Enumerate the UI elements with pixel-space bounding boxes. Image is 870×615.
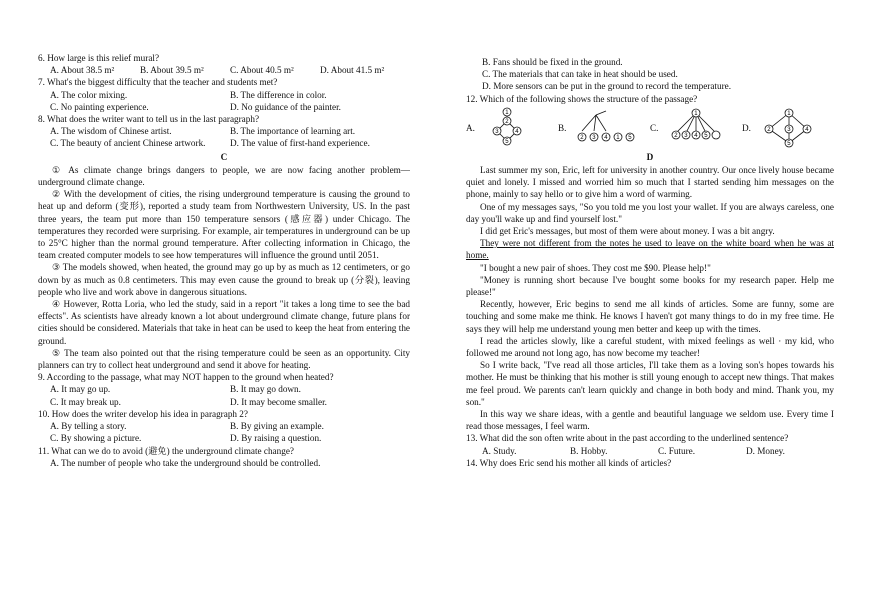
node-4: 4 — [604, 135, 609, 142]
q14-stem: 14. Why does Eric send his mother all kinds of articles? — [466, 457, 672, 468]
q7-options-2 — [38, 101, 410, 113]
structure-diagram-a — [483, 107, 543, 149]
q8-option-d: D. The value of first-hand experience. — [230, 138, 370, 149]
right-column — [466, 56, 834, 469]
q9-stem: 9. According to the passage, what may NOT happen to the ground when heated? — [38, 372, 334, 383]
node-5: 5 — [787, 141, 791, 148]
passage-d-paragraph-4: "I bought a new pair of shoes. They cost me $90. Please help!" — [480, 262, 711, 273]
q13-option-b: B. Hobby. — [570, 445, 608, 456]
passage-d-paragraph-2: One of my messages says, "So you told me you lost your wallet. If you are always careless, one day you'll wake up and find yourself lost." — [466, 201, 834, 224]
passage-d-paragraph-3: I did get Eric's messages, but most of them were about money. I was a bit angry. — [480, 226, 775, 237]
passage-c-paragraph-1: ① As climate change brings dangers to people, we are now facing another problem—underground climate change. — [38, 164, 410, 188]
q8-option-b: B. The importance of learning art. — [230, 126, 356, 137]
q10-option-d: D. By raising a question. — [230, 433, 322, 444]
structure-diagram-b — [574, 107, 644, 149]
q9-option-a: A. It may go up. — [50, 384, 111, 395]
passage-c-paragraph-5: ⑤ The team also pointed out that the rising temperature could be seen as an opportunity. City planners can try to collect heat underground and send it above for heating. — [38, 347, 410, 371]
q7-option-b: B. The difference in color. — [230, 89, 327, 100]
q12-option-d: D. 1 2 3 4 5 — [742, 107, 834, 149]
q7-stem: 7. What's the biggest difficulty that the teacher and students met? — [38, 77, 278, 88]
q10-options-1 — [38, 420, 410, 432]
section-d-heading: D — [646, 151, 654, 162]
q7-option-c: C. No painting experience. — [50, 101, 149, 112]
q10-stem: 10. How does the writer develop his idea in paragraph 2? — [38, 408, 248, 419]
q10-option-a: A. By telling a story. — [50, 421, 127, 432]
q6-options — [38, 64, 410, 76]
node-3: 3 — [787, 127, 791, 134]
q9-option-c: C. It may break up. — [50, 396, 121, 407]
q13-stem: 13. What did the son often write about in the past according to the underlined sentence? — [466, 433, 789, 444]
structure-diagram-d — [759, 107, 819, 149]
passage-d-paragraph-6: Recently, however, Eric begins to send me all kinds of articles. Some are funny, some are touching and some make me think. He knows I haven't got many things to do in my free time. He says they will help me understand young men better and keep up with the times. — [466, 299, 834, 334]
node-3: 3 — [592, 135, 597, 142]
q9-options-2 — [38, 396, 410, 408]
q6-option-d: D. About 41.5 m² — [320, 65, 385, 76]
passage-c-paragraph-2: ② With the development of cities, the rising underground temperature is causing the ground to heat up and deform (变形), reported a study team from Northwestern University, US. In the past three years, the team put more than 150 temperature sensors (感应器) under Chicago. The temperatures they recorded were surprising. For example, air temperatures in underground can be up to 25°C higher than the normal ground temperature. After collecting information in Chicago, the team created computer models to see how temperatures will influence the ground until 2051. — [38, 189, 410, 261]
node-2: 2 — [505, 119, 509, 126]
node-1: 1 — [694, 111, 699, 118]
node-1: 1 — [505, 110, 509, 117]
q12-option-a: A. 1 2 3 4 5 — [466, 107, 558, 149]
q10-options-2 — [38, 432, 410, 444]
q9-option-d: D. It may become smaller. — [230, 396, 327, 407]
q7-option-d: D. No guidance of the painter. — [230, 101, 341, 112]
q8-stem: 8. What does the writer want to tell us in the last paragraph? — [38, 114, 260, 125]
q10-option-b: B. By giving an example. — [230, 421, 324, 432]
passage-c-paragraph-3: ③ The models showed, when heated, the ground may go up by as much as 12 centimeters, or go down by as much as 0.8 centimeters. This may even cause the ground to break up (分裂), leaving people who live and work above in dangerous situations. — [38, 262, 410, 297]
q12-option-c: C. 1 2 3 4 5 — [650, 107, 742, 149]
passage-d-paragraph-8: So I write back, "I've read all those articles, I'll take them as a loving son's hopes towards his mother. He must be thinking that his mother is still young enough to accept new things. That makes me feel proud. We parents can't learn quickly and change in both body and mind. Thank you, my son." — [466, 360, 834, 407]
left-column — [38, 52, 410, 469]
q9-option-b: B. It may go down. — [230, 384, 301, 395]
q13-option-c: C. Future. — [658, 445, 696, 456]
q9-options-1 — [38, 383, 410, 395]
q11-option-c: C. The materials that can take in heat should be used. — [482, 69, 678, 80]
node-2: 2 — [767, 127, 771, 134]
q8-options-1 — [38, 125, 410, 137]
node-1: 1 — [616, 135, 621, 142]
q6-option-a: A. About 38.5 m² — [50, 65, 115, 76]
node-4: 4 — [694, 133, 699, 140]
passage-d-paragraph-5: "Money is running short because I've bought some books for my research paper. Help me please!" — [466, 274, 834, 298]
passage-d-paragraph-9: In this way we share ideas, with a gentle and beautiful language we seldom use. Every time I read those messages, I feel warm. — [466, 409, 834, 432]
node-5: 5 — [628, 135, 633, 142]
node-2: 2 — [580, 135, 585, 142]
section-c-heading: C — [220, 151, 228, 162]
passage-d-paragraph-1: Last summer my son, Eric, left for university in another country. Our once lively house became quiet and lonely. I missed and worried him so much that I started sending him messages on the phone, mainly to say hello or to give him a word of warming. — [466, 165, 834, 200]
q11-option-d: D. More sensors can be put in the ground to record the temperature. — [482, 81, 732, 92]
q13-options — [466, 445, 834, 457]
q6-option-c: C. About 40.5 m² — [230, 65, 294, 76]
q6-stem: 6. How large is this relief mural? — [38, 53, 160, 63]
q8-option-a: A. The wisdom of Chinese artist. — [50, 126, 172, 137]
q12-structure-diagrams — [466, 107, 834, 149]
q7-option-a: A. The color mixing. — [50, 89, 128, 100]
q11-stem: 11. What can we do to avoid (避免) the underground climate change? — [38, 445, 294, 456]
node-1: 1 — [787, 111, 791, 118]
q11-option-b: B. Fans should be fixed in the ground. — [482, 57, 623, 67]
node-3: 3 — [684, 133, 689, 140]
structure-diagram-c — [666, 107, 732, 149]
passage-d-paragraph-7: I read the articles slowly, like a careful student, with mixed feelings as well · my kid, who followed me around not long ago, has now become my teacher! — [466, 335, 834, 359]
node-2: 2 — [674, 133, 679, 140]
q12-option-b: B. 2 3 4 1 5 — [558, 107, 650, 149]
node-4: 4 — [805, 127, 809, 134]
q8-option-c: C. The beauty of ancient Chinese artwork. — [50, 138, 206, 149]
q10-option-c: C. By showing a picture. — [50, 433, 142, 444]
q13-option-d: D. Money. — [746, 445, 785, 456]
q12-stem: 12. Which of the following shows the structure of the passage? — [466, 93, 698, 104]
node-5: 5 — [704, 133, 709, 140]
q7-options-1 — [38, 89, 410, 101]
node-3: 3 — [495, 129, 499, 136]
q8-options-2 — [38, 137, 410, 149]
passage-c-paragraph-4: ④ However, Rotta Loria, who led the study, said in a report "it takes a long time to see the bad effects". As scientists have already known a lot about underground climate change, future plans for cities should be considered. Materials that take in heat can be used to keep the heat from entering the ground. — [38, 299, 410, 346]
node-5: 5 — [505, 139, 509, 146]
q6-option-b: B. About 39.5 m² — [140, 65, 204, 76]
node-4: 4 — [515, 129, 519, 136]
q11-option-a: A. The number of people who take the underground should be controlled. — [50, 457, 321, 468]
q13-option-a: A. Study. — [482, 445, 517, 456]
underlined-sentence: They were not different from the notes he used to leave on the white board when he was at home. — [466, 238, 834, 261]
